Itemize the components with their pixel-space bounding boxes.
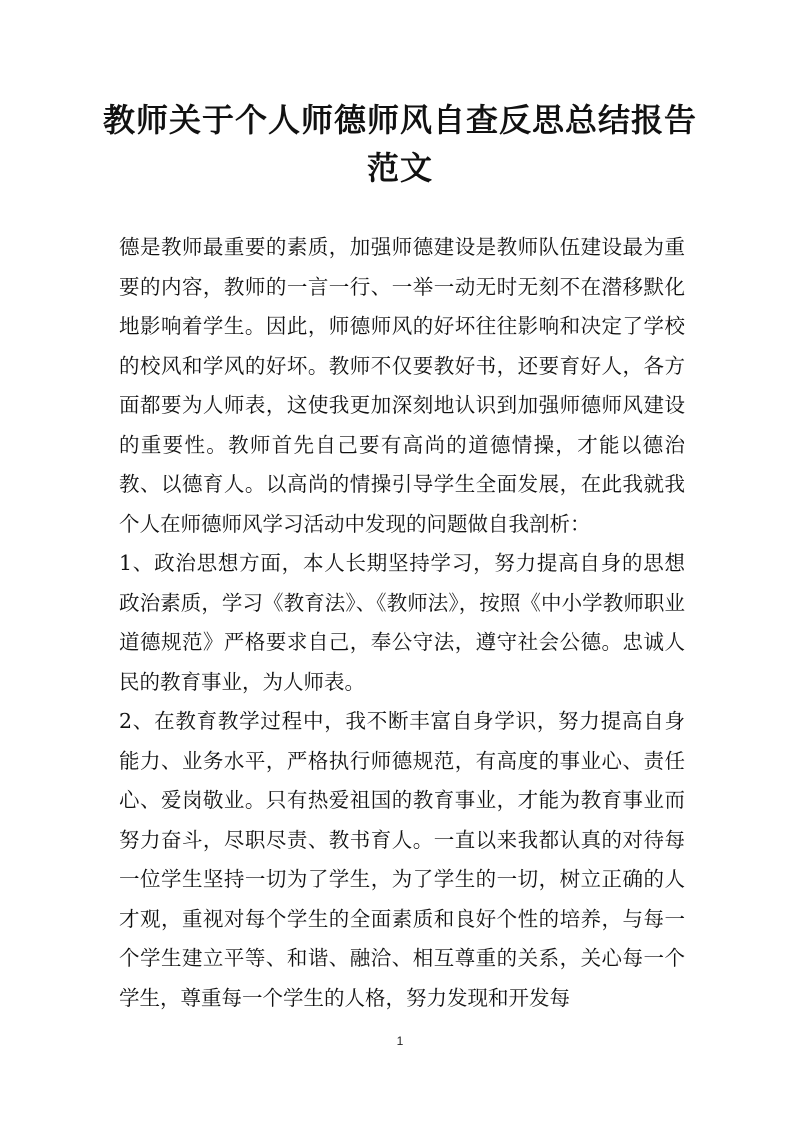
title-line-2: 范文 — [366, 149, 433, 187]
paragraph-intro: 德是教师最重要的素质，加强师德建设是教师队伍建设最为重要的内容，教师的一言一行、一举一动无时无刻不在潜移默化地影响着学生。因此，师德师风的好坏往往影响和决定了学校的校风和学风的好坏。教师不仅要教好书，还要育好人，各方面都要为人师表，这使我更加深刻地认识到加强师德师风建设的重要性。教师首先自己要有高尚的道德情操，才能以德治教、以德育人。以高尚的情操引导学生全面发展，在此我就我个人在师德师风学习活动中发现的问题做自我剖析： — [119, 235, 685, 536]
document-title — [100, 96, 700, 192]
document-body — [119, 228, 685, 1018]
paragraph-item-2: 2、在教育教学过程中，我不断丰富自身学识，努力提高自身能力、业务水平，严格执行师德规范，有高度的事业心、责任心、爱岗敬业。只有热爱祖国的教育事业，才能为教育事业而努力奋斗，尽职尽责、教书育人。一直以来我都认真的对待每一位学生坚持一切为了学生，为了学生的一切，树立正确的人才观，重视对每个学生的全面素质和良好个性的培养，与每一个学生建立平等、和谐、融洽、相互尊重的关系，关心每一个学生，尊重每一个学生的人格，努力发现和开发每 — [119, 709, 685, 1010]
paragraph-item-1: 1、政治思想方面，本人长期坚持学习，努力提高自身的思想政治素质，学习《教育法》、《教师法》，按照《中小学教师职业道德规范》严格要求自己，奉公守法，遵守社会公德。忠诚人民的教育事业，为人师表。 — [119, 551, 685, 694]
title-line-1: 教师关于个人师德师风自查反思总结报告 — [102, 101, 697, 139]
page-number: 1 — [396, 1034, 404, 1048]
